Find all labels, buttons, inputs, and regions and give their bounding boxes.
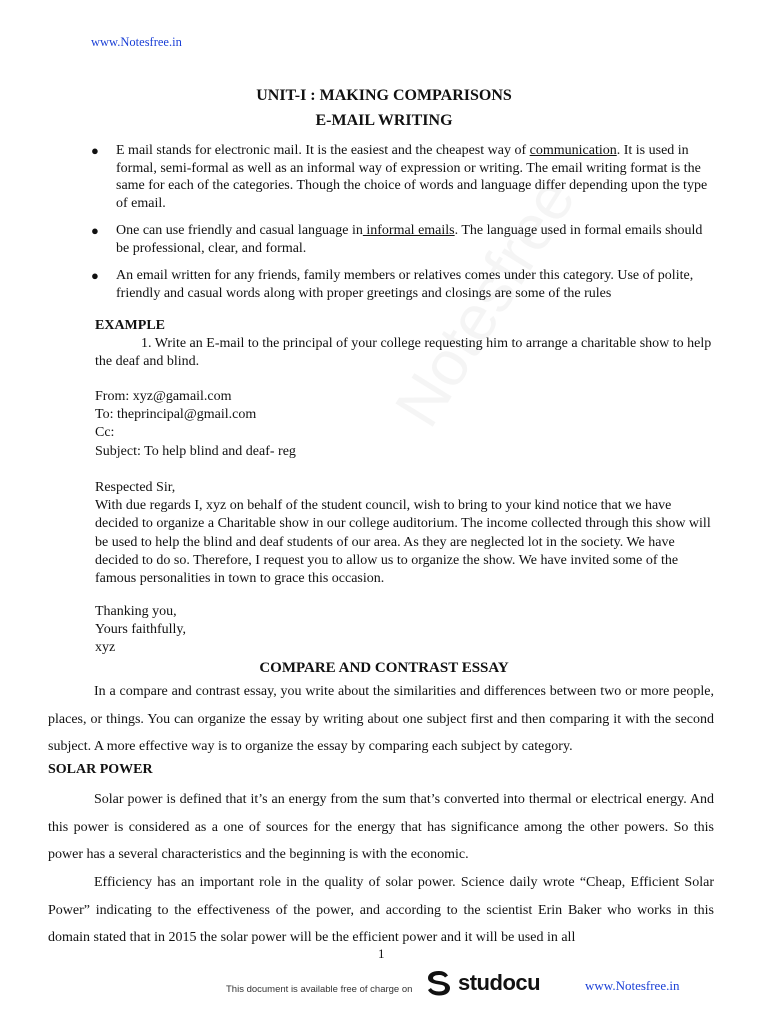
- studocu-logo-icon: [424, 968, 454, 998]
- footer-note: This document is available free of charge on: [226, 984, 413, 995]
- cc-line: Cc:: [95, 425, 115, 441]
- letter-paragraph: With due regards I, xyz on behalf of the student council, wish to bring to your kind notice that we have decided to organize a Charitable show in our college auditorium. The income collected through this show will be used to help the blind and deaf students of our area. As they are neglected lot in the society. We have decided to do so. Therefore, I request you to allow us to organize the show. We have invited some of the famous personalities in town to grace this occasion.: [95, 498, 711, 587]
- solar-heading: SOLAR POWER: [48, 762, 153, 777]
- letter-closing: [95, 603, 715, 658]
- example-heading: EXAMPLE: [95, 318, 165, 333]
- essay-title: COMPARE AND CONTRAST ESSAY: [259, 660, 509, 676]
- bullet-icon: ●: [91, 268, 99, 283]
- studocu-logo-text: studocu: [458, 970, 541, 995]
- letter-body: [95, 479, 715, 588]
- bullet-list: [91, 142, 716, 312]
- essay-intro: In a compare and contrast essay, you write about the similarities and differences between two or more people, places, or things. You can organize the essay by writing about one subject first and then comparing it with the second subject. A more effective way is to organize the essay by comparing each subject by category.: [48, 684, 714, 754]
- solar-paragraph-2: Efficiency has an important role in the quality of solar power. Science daily wrote “Cheap, Efficient Solar Power” indicating to the effectiveness of the power, and according to the scientist Erin Baker who works in this domain stated that in 2015 the solar power will be the efficient power and it will be used in all: [48, 875, 714, 945]
- to-line: To: theprincipal@gmail.com: [95, 407, 257, 423]
- section-title: E-MAIL WRITING: [315, 112, 453, 129]
- bullet-item: [91, 222, 716, 257]
- closing-yours: Yours faithfully,: [95, 622, 187, 638]
- bullet-item: [91, 267, 716, 302]
- example-question: 1. Write an E-mail to the principal of your college requesting him to arrange a charitable show to help the deaf and blind.: [95, 336, 712, 369]
- solar-paragraph-1: Solar power is defined that it’s an energy from the sum that’s converted into thermal or electrical energy. And this power is considered as a one of sources for the energy that has significance among the other powers. So this power has a several characteristics and the beginning is with the economic.: [48, 792, 714, 862]
- letter-header: [95, 388, 715, 461]
- studocu-logo[interactable]: [424, 968, 540, 998]
- informal-emails-link[interactable]: informal emails: [362, 223, 455, 238]
- salutation: Respected Sir,: [95, 480, 176, 495]
- closing-thanks: Thanking you,: [95, 604, 177, 619]
- communication-link[interactable]: communication: [529, 143, 617, 158]
- page-number: 1: [378, 946, 385, 961]
- bullet-icon: ●: [91, 143, 99, 158]
- bullet-icon: ●: [91, 223, 99, 238]
- from-line: From: xyz@gamail.com: [95, 389, 232, 404]
- bullet-text: E mail stands for electronic mail. It is the easiest and the cheapest way of communication. It is used in formal, semi-formal as well as an informal way of expression or writing. The email writing format is the same for each of the categories. Though the choice of words and language differ depending upon the type of email.: [116, 143, 708, 211]
- footer-site-link[interactable]: www.Notesfree.in: [585, 978, 680, 993]
- bullet-text: An email written for any friends, family members or relatives comes under this category. Use of polite, friendly and casual words along with proper greetings and closings are some of the rules: [116, 268, 694, 301]
- signature: xyz: [95, 640, 116, 656]
- subject-line: Subject: To help blind and deaf- reg: [95, 443, 296, 459]
- unit-title: UNIT-I : MAKING COMPARISONS: [256, 87, 512, 104]
- header-site-link[interactable]: www.Notesfree.in: [91, 35, 182, 49]
- bullet-text: One can use friendly and casual language in informal emails. The language used in formal emails should be professional, clear, and formal.: [116, 223, 703, 256]
- bullet-item: [91, 142, 716, 212]
